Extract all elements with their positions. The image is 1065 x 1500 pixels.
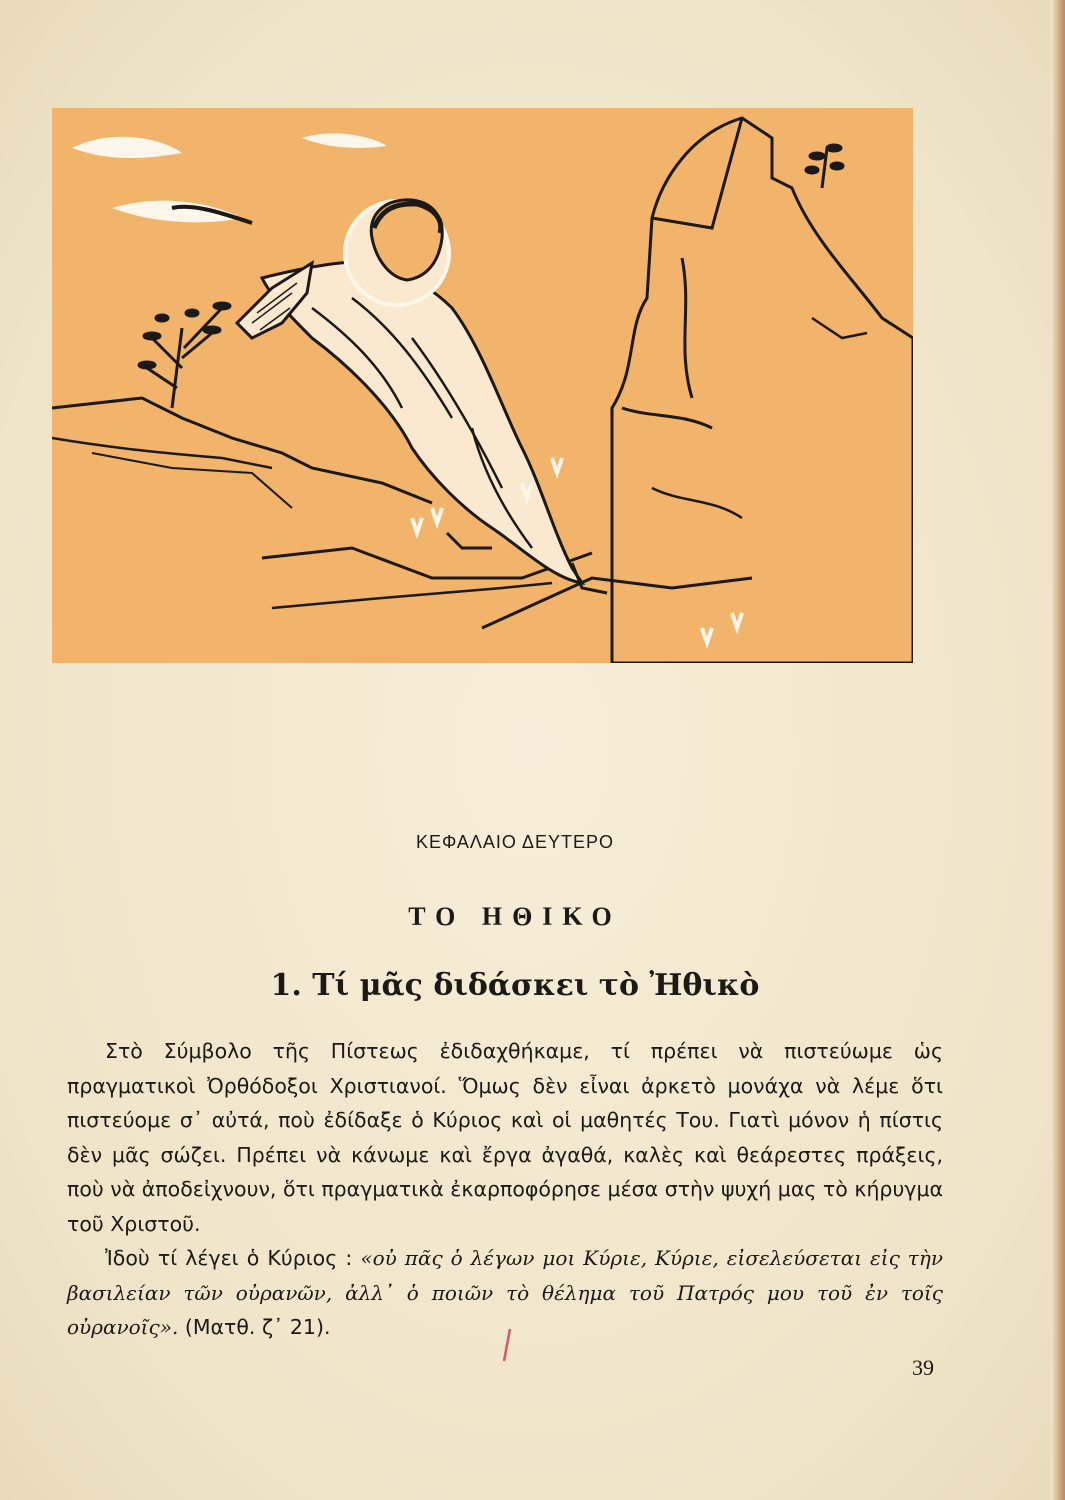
- olive-sprig-on-peak: [806, 145, 843, 188]
- saint-robe: [262, 262, 582, 583]
- scripture-quote: «οὐ πᾶς ὁ λέγων μοι Κύριε, Κύριε, εἰσελεύσεται εἰς τὴν βασιλείαν τῶν οὐρανῶν, ἀλλ᾽ ὁ ποιῶν τὸ θέλημα τοῦ Πατρός μου τοῦ ἐν τοῖς οὐρανοῖς».: [67, 1246, 944, 1339]
- section-title: ΤΟ ΗΘΙΚΟ: [408, 902, 622, 931]
- cloud-shape: [72, 137, 182, 158]
- body-text: [67, 1034, 943, 1345]
- illustration-saint-on-mountain: [52, 108, 913, 663]
- quote-intro: Ἰδοὺ τί λέγει ὁ Κύριος :: [105, 1246, 361, 1270]
- saint-foot: [447, 533, 492, 548]
- olive-tree-left: [139, 303, 230, 408]
- pen-mark: [500, 1325, 514, 1365]
- page-number: 39: [912, 1355, 934, 1380]
- lesson-heading: 1. Τί μᾶς διδάσκει τὸ Ἠθικὸ: [270, 968, 760, 1003]
- rock-peak: [612, 118, 913, 663]
- cloud-shape: [302, 133, 387, 148]
- scripture-reference: (Ματθ. ζ᾽ 21).: [178, 1315, 331, 1339]
- page-edge: [1051, 0, 1065, 1500]
- illustration-drawing: [52, 108, 913, 663]
- cloud-shape: [112, 201, 242, 223]
- chapter-label: ΚΕΦΑΛΑΙΟ ΔΕΥΤΕΡΟ: [416, 832, 614, 852]
- ground-line: [52, 398, 432, 503]
- paragraph: Στὸ Σύμβολο τῆς Πίστεως ἐδιδαχθήκαμε, τί πρέπει νὰ πιστεύωμε ὡς πραγματικοὶ Ὀρθόδοξοι Χριστιανοί. Ὅμως δὲν εἶναι ἀρκετὸ μονάχα νὰ λέμε ὅτι πιστεύομε σ᾽ αὐτά, ποὺ ἐδίδαξε ὁ Κύριος καὶ οἱ μαθητές Του. Γιατὶ μόνον ἡ πίστις δὲν μᾶς σώζει. Πρέπει νὰ κάνωμε καὶ ἔργα ἀγαθά, καλὲς καὶ θεάρεστες πράξεις, ποὺ νὰ ἀποδεἰχνουν, ὅτι πραγματικὰ ἐκαρποφόρησε μέσα στὴν ψυχή μας τὸ κήρυγμα τοῦ Χριστοῦ.: [67, 1039, 943, 1236]
